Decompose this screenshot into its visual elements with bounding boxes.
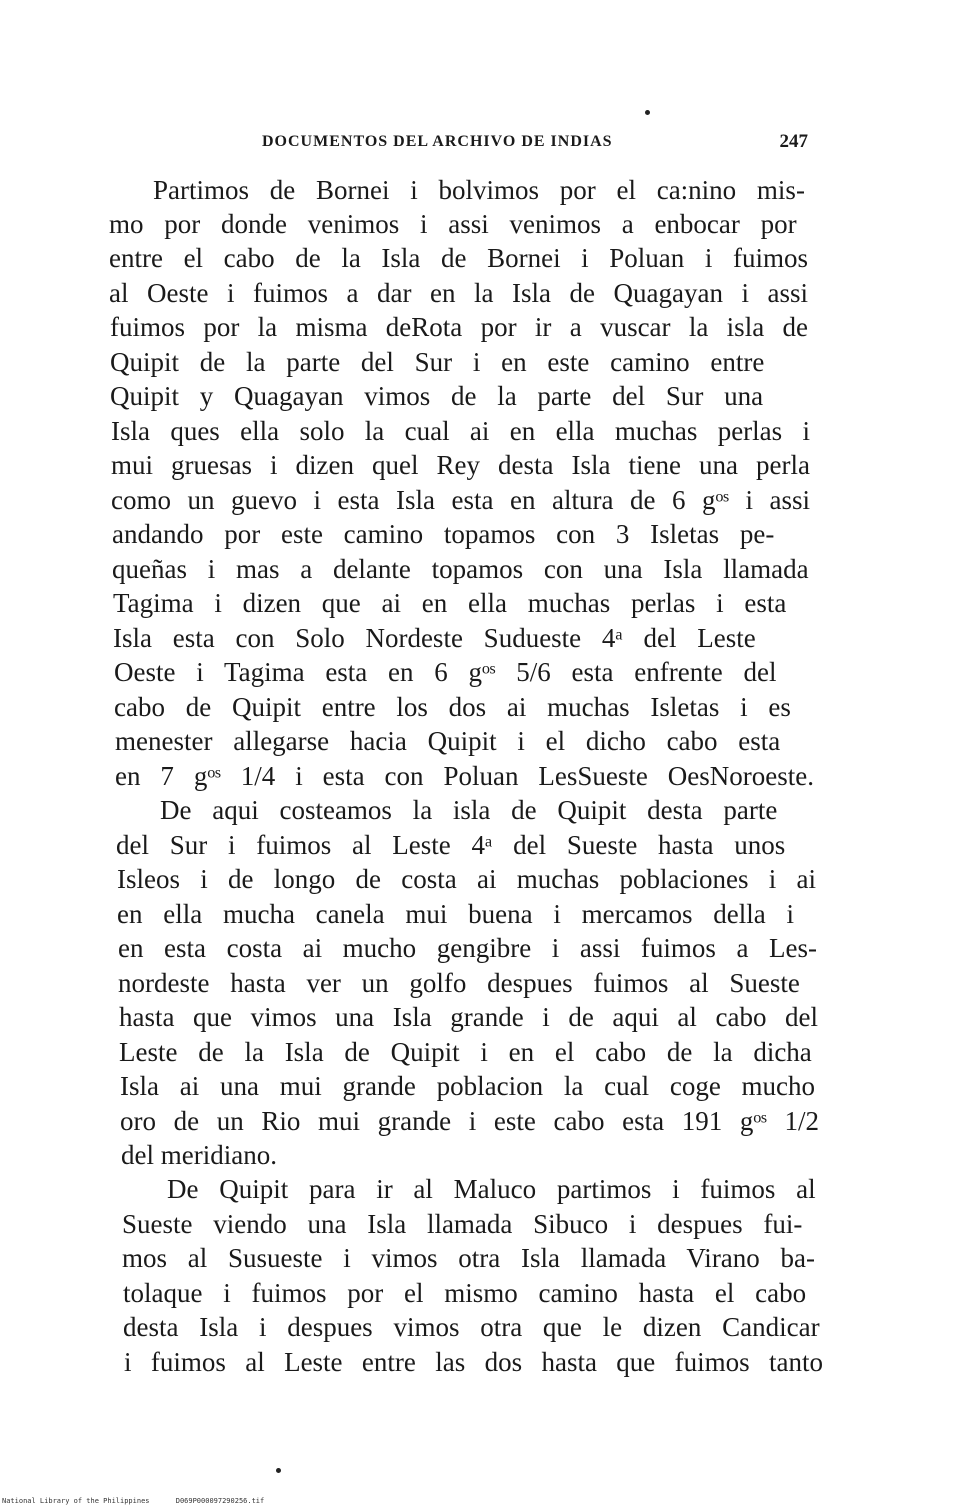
text-line: Isla ai una mui grande poblacion la cual coge mucho (120, 1071, 816, 1101)
text-line: desta Isla i despues vimos otra que le dizen Candicar (123, 1312, 820, 1342)
text-line: queñas i mas a delante topamos con una Isla llamada (112, 554, 809, 584)
text-line: Oeste i Tagima esta en 6 gᵒˢ 5/6 esta enfrente del (114, 657, 777, 687)
text-line: Quipit de la parte del Sur i en este camino entre (110, 347, 765, 377)
text-line: De aqui costeamos la isla de Quipit desta parte (160, 795, 778, 825)
text-line: Partimos de Bornei i bolvimos por el ca:nino mis- (153, 175, 805, 205)
text-line: oro de un Rio mui grande i este cabo esta 191 gᵒˢ 1/2 (120, 1106, 819, 1136)
footer-file: D069P000097290256.tif (175, 1497, 265, 1505)
text-line: en esta costa ai mucho gengibre i assi fuimos a Les- (118, 933, 817, 963)
text-line: como un guevo i esta Isla esta en altura de 6 gᵒˢ i assi (111, 485, 810, 515)
text-line: Isla esta con Solo Nordeste Sudueste 4ᵃ del Leste (113, 623, 756, 653)
page-number: 247 (779, 131, 808, 152)
ink-speck-bottom (276, 1468, 281, 1473)
text-line: De Quipit para ir al Maluco partimos i fuimos al (167, 1174, 816, 1204)
text-line: Sueste viendo una Isla llamada Sibuco i despues fui- (122, 1209, 803, 1239)
text-line: mos al Susueste i vimos otra Isla llamada Virano ba- (122, 1243, 816, 1273)
text-line: mo por donde venimos i assi venimos a enbocar por (109, 209, 797, 239)
text-line: menester allegarse hacia Quipit i el dicho cabo esta (115, 726, 781, 756)
footer-library: National Library of the Philippines (2, 1497, 150, 1505)
text-line: entre el cabo de la Isla de Bornei i Poluan i fuimos (109, 243, 808, 273)
text-line: del meridiano. (121, 1140, 277, 1170)
text-line: en ella mucha canela mui buena i mercamos della i (117, 899, 795, 929)
text-line: Leste de la Isla de Quipit i en el cabo de la dicha (119, 1037, 812, 1067)
text-line: fuimos por la misma deRota por ir a vuscar la isla de (110, 312, 808, 342)
text-line: i fuimos al Leste entre las dos hasta que fuimos tanto (124, 1347, 823, 1377)
text-line: andando por este camino topamos con 3 Isletas pe- (112, 519, 775, 549)
text-line: Isleos i de longo de costa ai muchas poblaciones i ai (117, 864, 816, 894)
text-line: del Sur i fuimos al Leste 4ᵃ del Sueste hasta unos (116, 830, 786, 860)
text-line: en 7 gᵒˢ 1/4 i esta con Poluan LesSueste OesNoroeste. (115, 761, 814, 791)
text-line: nordeste hasta ver un golfo despues fuimos al Sueste (118, 968, 800, 998)
scan-footer (2, 1497, 264, 1505)
text-line: cabo de Quipit entre los dos ai muchas Isletas i es (114, 692, 791, 722)
text-line: al Oeste i fuimos a dar en la Isla de Quagayan i assi (109, 278, 808, 308)
text-line: Tagima i dizen que ai en ella muchas perlas i esta (113, 588, 787, 618)
text-line: hasta que vimos una Isla grande i de aqui al cabo del (119, 1002, 818, 1032)
text-line: tolaque i fuimos por el mismo camino hasta el cabo (123, 1278, 807, 1308)
text-line: mui gruesas i dizen quel Rey desta Isla tiene una perla (111, 450, 810, 480)
running-title: DOCUMENTOS DEL ARCHIVO DE INDIAS (262, 133, 613, 150)
text-line: Isla ques ella solo la cual ai en ella muchas perlas i (111, 416, 810, 446)
text-line: Quipit y Quagayan vimos de la parte del Sur una (110, 381, 764, 411)
